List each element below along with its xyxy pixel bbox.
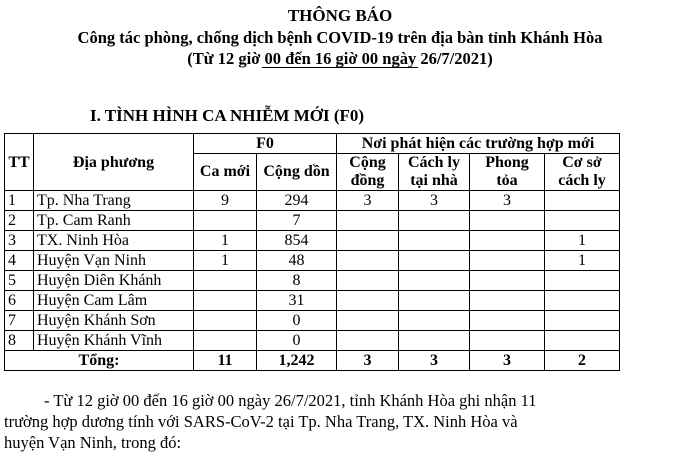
cell-home <box>399 331 470 351</box>
col-new-header: Ca mới <box>194 154 257 191</box>
cell-block <box>470 291 545 311</box>
total-label: Tổng: <box>5 351 194 371</box>
cell-tt: 3 <box>5 231 34 251</box>
cell-block <box>470 331 545 351</box>
cell-new <box>194 271 257 291</box>
cell-tt: 8 <box>5 331 34 351</box>
cell-comm <box>337 231 399 251</box>
table-row <box>5 271 620 291</box>
cell-facility <box>545 291 620 311</box>
cell-home <box>399 231 470 251</box>
document-subtitle: Công tác phòng, chống dịch bệnh COVID-19 trên địa bàn tỉnh Khánh Hòa <box>77 28 603 47</box>
col-facility-header: Cơ sở cách ly <box>545 154 620 191</box>
cell-place: Tp. Nha Trang <box>34 191 194 211</box>
paragraph-line-2: trường hợp dương tính với SARS-CoV-2 tại Tp. Nha Trang, TX. Ninh Hòa và <box>4 412 518 431</box>
cell-place: Huyện Khánh Sơn <box>34 311 194 331</box>
col-block-header: Phong tỏa <box>470 154 545 191</box>
cell-block <box>470 211 545 231</box>
cell-new <box>194 331 257 351</box>
table-row <box>5 311 620 331</box>
cell-block <box>470 251 545 271</box>
summary-paragraph <box>4 390 664 453</box>
group-found-header: Nơi phát hiện các trường hợp mới <box>337 134 620 154</box>
cell-cum: 7 <box>257 211 337 231</box>
cell-comm <box>337 331 399 351</box>
cell-home <box>399 251 470 271</box>
cell-tt: 2 <box>5 211 34 231</box>
header-underline <box>262 67 418 68</box>
cell-new <box>194 311 257 331</box>
cell-facility: 1 <box>545 231 620 251</box>
total-cum: 1,242 <box>257 351 337 371</box>
cell-comm <box>337 291 399 311</box>
cell-tt: 5 <box>5 271 34 291</box>
cell-tt: 6 <box>5 291 34 311</box>
cell-home <box>399 291 470 311</box>
cell-place: Huyện Khánh Vĩnh <box>34 331 194 351</box>
cell-comm <box>337 211 399 231</box>
col-cum-header: Cộng dồn <box>257 154 337 191</box>
cell-comm <box>337 311 399 331</box>
cell-facility <box>545 311 620 331</box>
cell-comm <box>337 271 399 291</box>
cell-cum: 8 <box>257 271 337 291</box>
cell-place: TX. Ninh Hòa <box>34 231 194 251</box>
cell-place: Huyện Diên Khánh <box>34 271 194 291</box>
cell-home <box>399 311 470 331</box>
cell-home <box>399 271 470 291</box>
cell-home <box>399 211 470 231</box>
cell-new: 1 <box>194 251 257 271</box>
cell-facility <box>545 211 620 231</box>
total-home: 3 <box>399 351 470 371</box>
cell-new: 9 <box>194 191 257 211</box>
cell-home: 3 <box>399 191 470 211</box>
total-block: 3 <box>470 351 545 371</box>
cell-new <box>194 211 257 231</box>
cell-cum: 854 <box>257 231 337 251</box>
cell-facility <box>545 191 620 211</box>
table-row <box>5 191 620 211</box>
cell-cum: 31 <box>257 291 337 311</box>
cell-block <box>470 231 545 251</box>
paragraph-line-3: huyện Vạn Ninh, trong đó: <box>4 433 182 452</box>
cell-cum: 48 <box>257 251 337 271</box>
cell-block: 3 <box>470 191 545 211</box>
cell-block <box>470 271 545 291</box>
section-title: I. TÌNH HÌNH CA NHIỄM MỚI (F0) <box>90 106 365 125</box>
cell-new <box>194 291 257 311</box>
table-row <box>5 211 620 231</box>
cell-facility <box>545 331 620 351</box>
table-row <box>5 291 620 311</box>
total-comm: 3 <box>337 351 399 371</box>
col-tt-header: TT <box>5 134 34 191</box>
cell-tt: 7 <box>5 311 34 331</box>
cell-place: Huyện Vạn Ninh <box>34 251 194 271</box>
group-f0-header: F0 <box>194 134 337 154</box>
cell-tt: 1 <box>5 191 34 211</box>
time-range: (Từ 12 giờ 00 đến 16 giờ 00 ngày 26/7/2021) <box>187 49 493 68</box>
col-home-header: Cách ly tại nhà <box>399 154 470 191</box>
case-table <box>4 133 620 371</box>
table-row <box>5 231 620 251</box>
cell-block <box>470 311 545 331</box>
cell-new: 1 <box>194 231 257 251</box>
cell-cum: 0 <box>257 331 337 351</box>
paragraph-line-1: - Từ 12 giờ 00 đến 16 giờ 00 ngày 26/7/2021, tỉnh Khánh Hòa ghi nhận 11 <box>44 391 537 410</box>
col-comm-header: Cộng đồng <box>337 154 399 191</box>
document-title: THÔNG BÁO <box>287 6 393 25</box>
total-new: 11 <box>194 351 257 371</box>
cell-place: Huyện Cam Lâm <box>34 291 194 311</box>
col-place-header: Địa phương <box>34 134 194 191</box>
cell-facility: 1 <box>545 251 620 271</box>
cell-comm <box>337 251 399 271</box>
cell-tt: 4 <box>5 251 34 271</box>
cell-facility <box>545 271 620 291</box>
cell-cum: 294 <box>257 191 337 211</box>
document-header <box>0 5 680 69</box>
cell-comm: 3 <box>337 191 399 211</box>
table-row <box>5 251 620 271</box>
table-row <box>5 331 620 351</box>
total-facility: 2 <box>545 351 620 371</box>
cell-cum: 0 <box>257 311 337 331</box>
table-total-row <box>5 351 620 371</box>
cell-place: Tp. Cam Ranh <box>34 211 194 231</box>
table-header-row-1 <box>5 134 620 154</box>
